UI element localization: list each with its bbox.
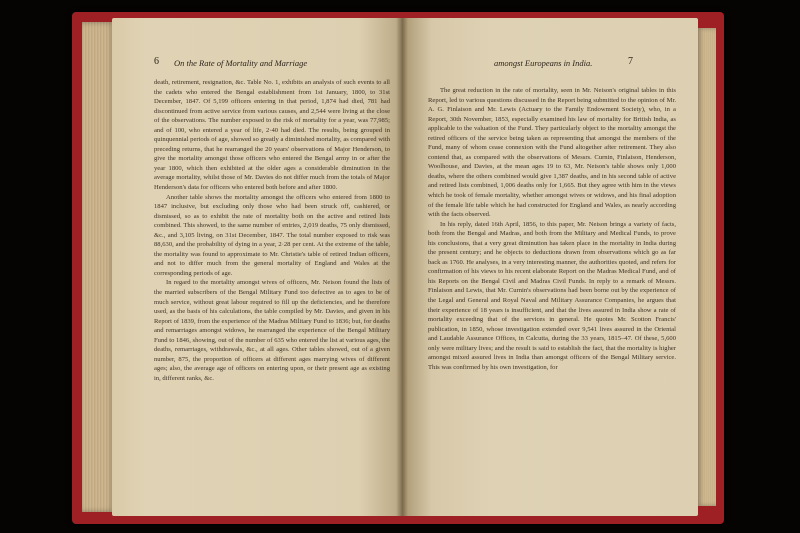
left-page-text <box>154 78 390 384</box>
left-page <box>112 18 402 516</box>
left-paragraph-3: In regard to the mortality amongst wives of officers, Mr. Neison found the lists of the married subscribers of the Bengal Military Fund too defective as to ages to be of much service, without great labour required to fill up the deficiencies, and he therefore used, as the basis of his calculations, the table compiled by Mr. Davies, and given in his Report of 1839, from the experience of the Madras Military Fund to 1836; but, for deaths and remarriages amongst widows, he rearranged the experience of the Bengal Military Fund to 1846, showing, out of the number of 635 who entered the list at various ages, the deaths, remarriages, withdrawals, &c., at all ages. Other tables showed, out of a given number, 875, the proportion of officers at different ages marrying wives of different ages; also, the average age of officers on entering upon, or their present age as existing in, different ranks, &c. <box>154 279 390 382</box>
left-paragraph-2: Another table shows the mortality amongst the officers who entered from 1800 to 1847 inclusive, but excluding only those who had been struck off, cashiered, or dismissed, so as to exhibit the rate of mortality both on the active and retired lists combined. This showed, to the same number of entries, 2,019 deaths, 75 only dismissed, &c., and 3,105 living, on 31st December, 1847. The total number exposed to risk was 88,630, and the probability of dying in a year, 2·28 per cent. At the extreme of the table, the mortality was found to approximate to Mr. Christie's table of retired Indian officers, and not to differ much from the general mortality of England and Wales at the corresponding periods of age. <box>154 193 390 277</box>
book-gutter <box>396 18 408 516</box>
right-paragraph-2: In his reply, dated 16th April, 1856, to this paper, Mr. Neison brings a variety of facts, both from the Bengal and Madras, and both from the Military and Medical Funds, to prove his conclusions, that a very great diminution has taken place in the mortality in India during the present century; and he objects to deductions drawn from observations which go as far back as 1760. He analyses, in a very interesting manner, the authorities quoted, and refers for confirmation of his views to his recent elaborate Report on the Madras Medical Fund, and of his Reports on the Bengal Civil and Madras Civil Funds. In reply to a remark of Messrs. Finlaison and Lewis, that Mr. Curnin's observations had been borne out by the experience of the Legal and General and Royal Naval and Military Assurance Companies, he argues that their experience of 18 years is insufficient, and that the lives assured in India show a rate of mortality exceeding that of the services in general. He quotes Mr. Scotton Francis' publication, in 1850, whose investigation extended over 9,541 lives assured in the Oriental and Laudable Assurance Offices, in Calcutta, during the 33 years, 1815–47. Of these, 5,600 only were military lives; and the result is said to establish the fact, that the mortality is higher amongst mixed assured lives in India than amongst officers of the Bengal Military service. This was confirmed by his own investigation, for <box>428 220 676 371</box>
right-paragraph-1: The great reduction in the rate of mortality, seen in Mr. Neison's original tables in this Report, led to various questions discussed in the Report being submitted to the opinion of Mr. A. G. Finlaison and Mr. Lewis (Actuary to the Family Endowment Society), who, in a Report, 30th November, 1853, especially examined his law of mortality for British India, as applicable to the valuation of the Fund. They particularly object to the mortality amongst the retired officers of the service being taken as representing that amongst the members of the Fund, many of whom cease connexion with the Fund altogether after retirement. They also contend that, as compared with the observations of Messrs. Curnin, Finlaison, Henderson, Woolhouse, and Davies, at the mean ages 19 to 63, Mr. Neison's table shows only 1,000 deaths, where the others combined would give 1,387 deaths, and in his second table of active and retired lists combined, 1,006 deaths only for 1,665. But they agree with him in the views which he took of female mortality, whether amongst wives or widows, and his final adoption of the female life table which he had constructed for England and Wales, as nearly according with the facts observed. <box>428 87 676 219</box>
right-page-number: 7 <box>628 56 633 67</box>
left-running-head: On the Rate of Mortality and Marriage <box>174 58 308 68</box>
right-page-text <box>428 86 676 372</box>
left-page-edges <box>82 22 116 512</box>
right-page <box>402 18 698 516</box>
right-running-head: amongst Europeans in India. <box>494 58 593 68</box>
left-page-number: 6 <box>154 56 159 67</box>
left-paragraph-1: death, retirement, resignation, &c. Table No. 1, exhibits an analysis of such events to all the cadets who entered the Bengal establishment from 1st January, 1800, to 31st December, 1847. Of 5,199 officers entering in that period, 1,874 had died, 781 had discontinued from active service from various causes, and 2,544 were living at the close of the observations. The number exposed to the risk of mortality for a year, was 77,985; and of 100, who entered a year of life, 2·40 had died. The results, being grouped in quinquennial periods of age, showed so greatly a diminished mortality, as compared with preceding returns, that he rearranged the 20 years' observations of Major Henderson, to give the mortality amongst those officers who entered the Bengal army in or after the year 1800, which then exhibited at the older ages a considerable diminution in the average mortality, whilst those of Mr. Davies do not differ much from the totals of Major Henderson's data for officers who entered both before and after 1800. <box>154 79 390 192</box>
right-page-edges <box>696 28 716 506</box>
